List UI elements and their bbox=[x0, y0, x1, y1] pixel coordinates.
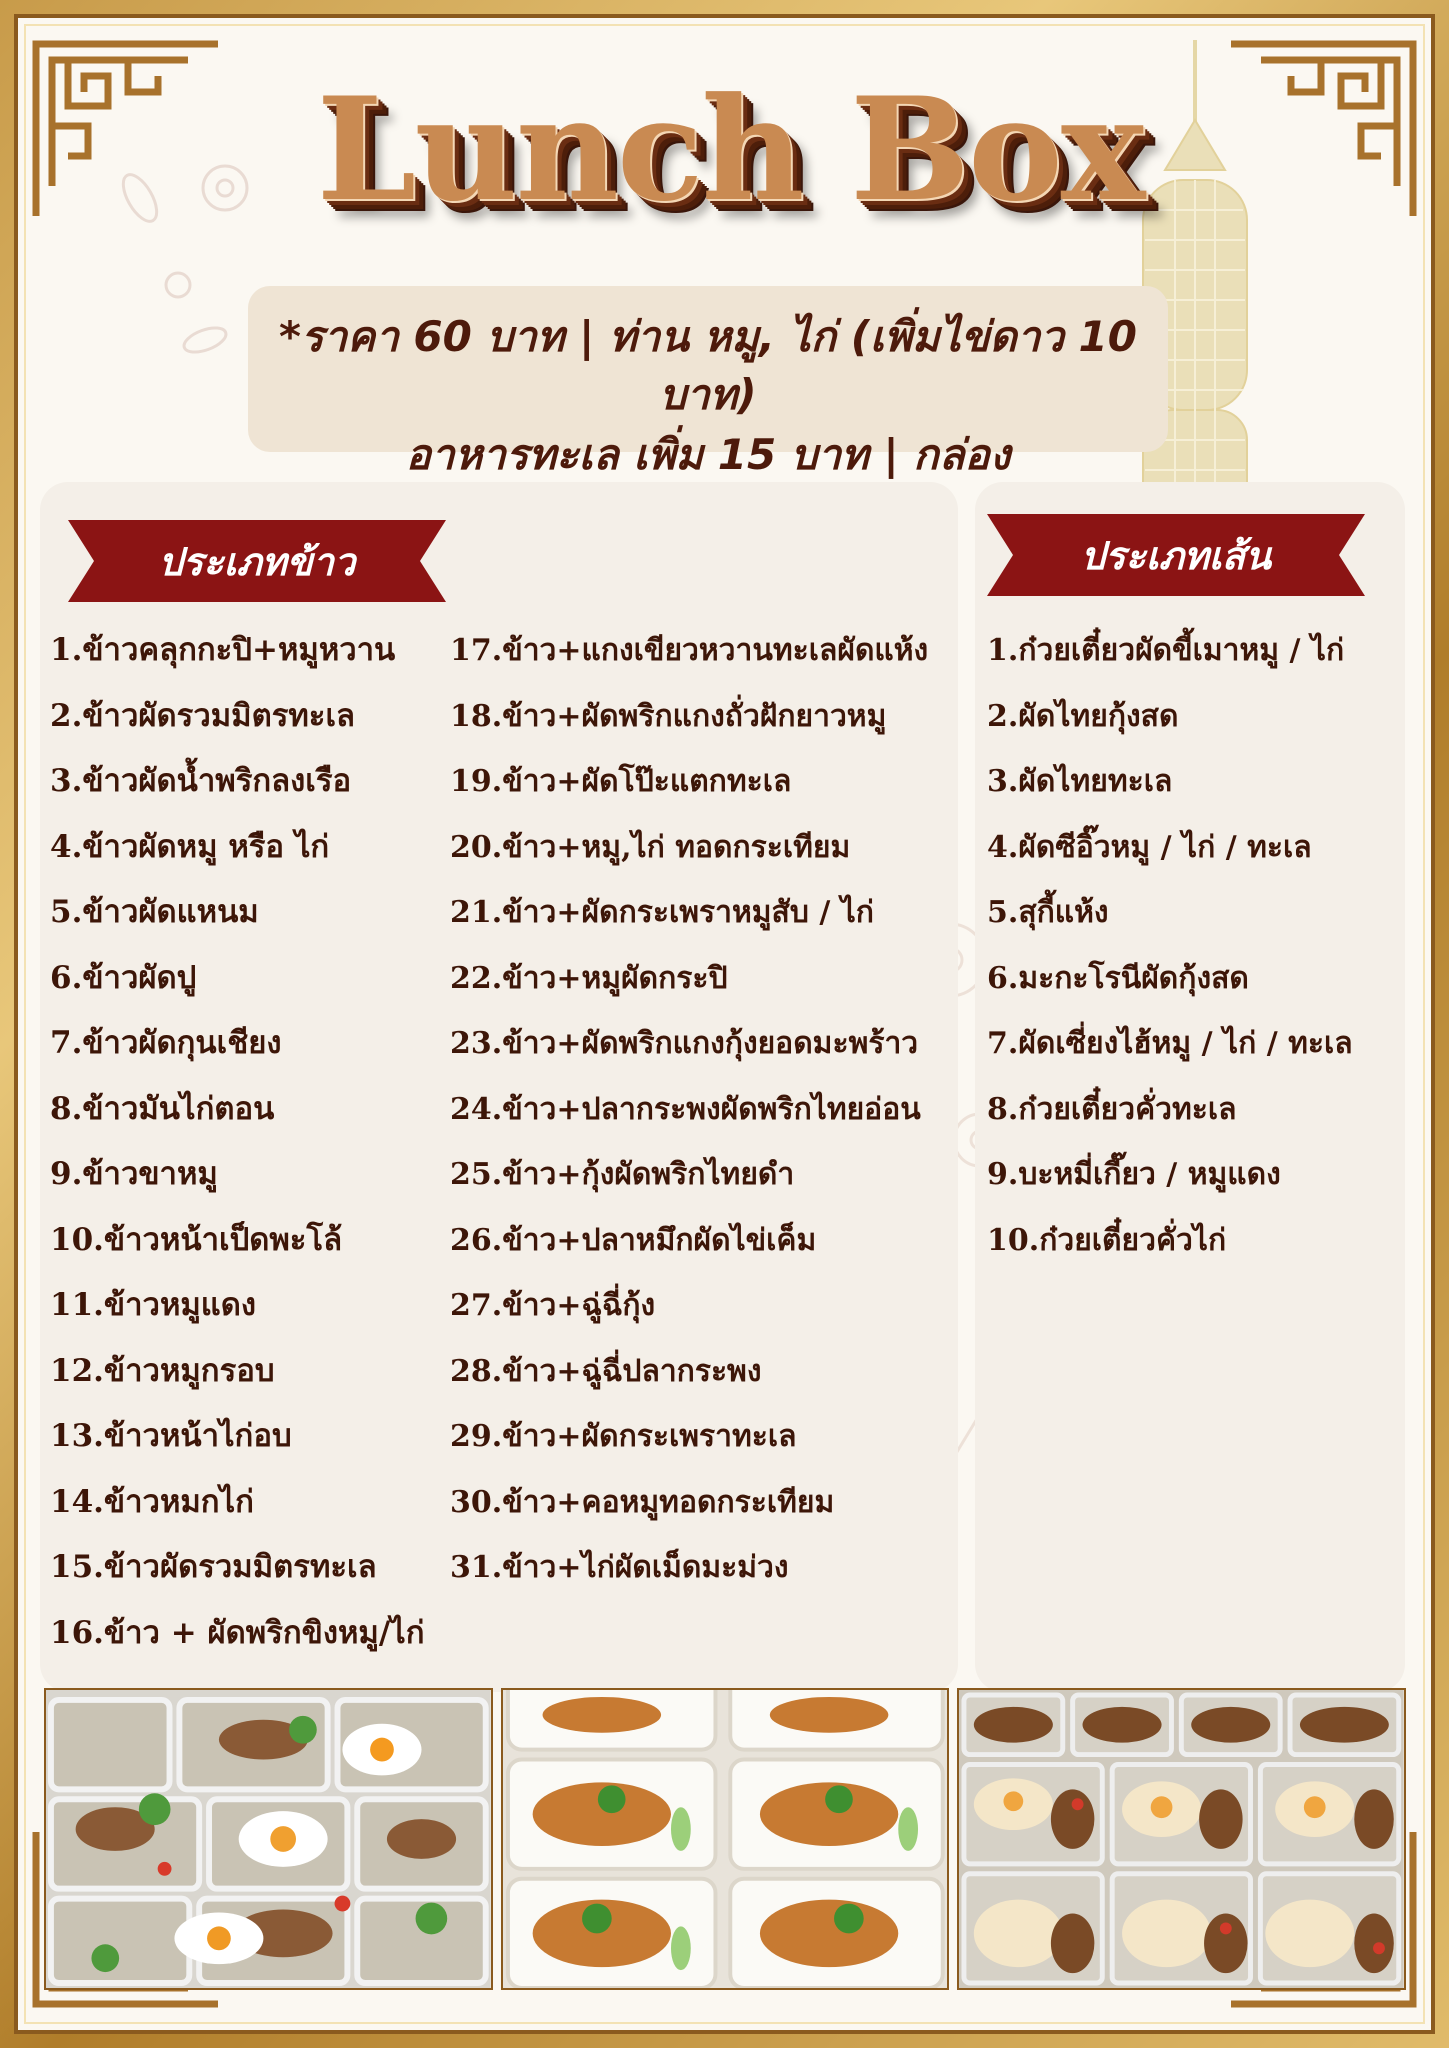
menu-item: 15.ข้าวผัดรวมมิตรทะเล bbox=[50, 1549, 377, 1585]
menu-item: 13.ข้าวหน้าไก่อบ bbox=[50, 1418, 292, 1454]
price-line-seafood: อาหารทะเล เพิ่ม 15 บาท | กล่อง bbox=[405, 430, 1011, 479]
rice-section-heading: ประเภทข้าว bbox=[158, 539, 356, 584]
menu-item: 22.ข้าว+หมูผัดกระปิ bbox=[450, 960, 728, 996]
menu-item: 7.ข้าวผัดกุนเชียง bbox=[50, 1025, 282, 1061]
menu-item: 6.มะกะโรนีผัดกุ้งสด bbox=[987, 960, 1249, 996]
menu-item: 4.ข้าวผัดหมู หรือ ไก่ bbox=[50, 828, 330, 865]
menu-item: 12.ข้าวหมูกรอบ bbox=[50, 1352, 275, 1389]
flower-decoration-icon bbox=[110, 150, 270, 360]
menu-item: 1.ก๋วยเตี๋ยวผัดขี้เมาหมู / ไก่ bbox=[987, 633, 1345, 668]
noodle-menu-list bbox=[987, 618, 1397, 1273]
page-title: Lunch Box bbox=[316, 67, 1144, 233]
menu-item: 6.ข้าวผัดปู bbox=[50, 959, 197, 996]
menu-item: 30.ข้าว+คอหมูทอดกระเทียม bbox=[450, 1484, 835, 1520]
lunchbox-photo-chicken bbox=[501, 1688, 950, 1990]
menu-item: 1.ข้าวคลุกกะปิ+หมูหวาน bbox=[50, 632, 396, 668]
food-photo-strip bbox=[44, 1688, 1406, 1990]
menu-item: 28.ข้าว+ฉู่ฉี่ปลากระพง bbox=[450, 1353, 762, 1389]
menu-item: 4.ผัดซีอิ๊วหมู / ไก่ / ทะเล bbox=[987, 829, 1312, 865]
menu-item: 9.บะหมี่เกี๊ยว / หมูแดง bbox=[987, 1157, 1281, 1192]
menu-item: 2.ผัดไทยกุ้งสด bbox=[987, 698, 1179, 734]
menu-item: 11.ข้าวหมูแดง bbox=[50, 1287, 257, 1323]
price-info-box bbox=[248, 286, 1168, 479]
menu-item: 25.ข้าว+กุ้งผัดพริกไทยดำ bbox=[450, 1157, 795, 1192]
lunchbox-photo-stirfry bbox=[957, 1688, 1406, 1990]
menu-item: 16.ข้าว + ผัดพริกขิงหมู/ไก่ bbox=[50, 1614, 425, 1651]
menu-item: 3.ข้าวผัดน้ำพริกลงเรือ bbox=[50, 763, 352, 799]
rice-menu-list-b bbox=[450, 618, 955, 1601]
menu-item: 10.ข้าวหน้าเป็ดพะโล้ bbox=[50, 1221, 343, 1258]
rice-menu-list-a bbox=[50, 618, 450, 1666]
menu-item: 5.สุกี้แห้ง bbox=[987, 895, 1109, 930]
menu-item: 18.ข้าว+ผัดพริกแกงถั่วฝักยาวหมู bbox=[450, 698, 887, 734]
menu-item: 8.ก๋วยเตี๋ยวคั่วทะเล bbox=[987, 1091, 1237, 1127]
menu-item: 8.ข้าวมันไก่ตอน bbox=[50, 1090, 275, 1127]
menu-item: 17.ข้าว+แกงเขียวหวานทะเลผัดแห้ง bbox=[450, 633, 929, 668]
menu-item: 14.ข้าวหมกไก่ bbox=[50, 1483, 254, 1520]
price-line-main: *ราคา 60 บาท | ท่าน หมู, ไก่ (เพิ่มไข่ดาว 10 บาท) bbox=[279, 312, 1137, 419]
menu-item: 24.ข้าว+ปลากระพงผัดพริกไทยอ่อน bbox=[450, 1091, 921, 1127]
menu-item: 26.ข้าว+ปลาหมึกผัดไข่เค็ม bbox=[450, 1222, 817, 1258]
menu-item: 21.ข้าว+ผัดกระเพราหมูสับ / ไก่ bbox=[450, 895, 874, 930]
menu-item: 27.ข้าว+ฉู่ฉี่กุ้ง bbox=[450, 1288, 656, 1323]
rice-section-ribbon bbox=[68, 520, 446, 602]
menu-item: 2.ข้าวผัดรวมมิตรทะเล bbox=[50, 697, 356, 734]
menu-item: 31.ข้าว+ไก่ผัดเม็ดมะม่วง bbox=[450, 1550, 789, 1585]
menu-item: 3.ผัดไทยทะเล bbox=[987, 764, 1173, 799]
noodle-section-ribbon bbox=[987, 514, 1365, 596]
menu-item: 9.ข้าวขาหมู bbox=[50, 1156, 218, 1192]
lunchbox-photo-eggs bbox=[44, 1688, 493, 1990]
menu-item: 20.ข้าว+หมู,ไก่ ทอดกระเทียม bbox=[450, 829, 851, 865]
menu-item: 7.ผัดเซี่ยงไฮ้หมู / ไก่ / ทะเล bbox=[987, 1026, 1353, 1061]
menu-item: 29.ข้าว+ผัดกระเพราทะเล bbox=[450, 1419, 797, 1454]
menu-item: 5.ข้าวผัดแหนม bbox=[50, 894, 259, 930]
menu-item: 23.ข้าว+ผัดพริกแกงกุ้งยอดมะพร้าว bbox=[450, 1026, 919, 1061]
menu-item: 10.ก๋วยเตี๋ยวคั่วไก่ bbox=[987, 1222, 1227, 1258]
menu-item: 19.ข้าว+ผัดโป๊ะแตกทะเล bbox=[450, 764, 792, 799]
noodle-section-heading: ประเภทเส้น bbox=[1080, 533, 1272, 578]
